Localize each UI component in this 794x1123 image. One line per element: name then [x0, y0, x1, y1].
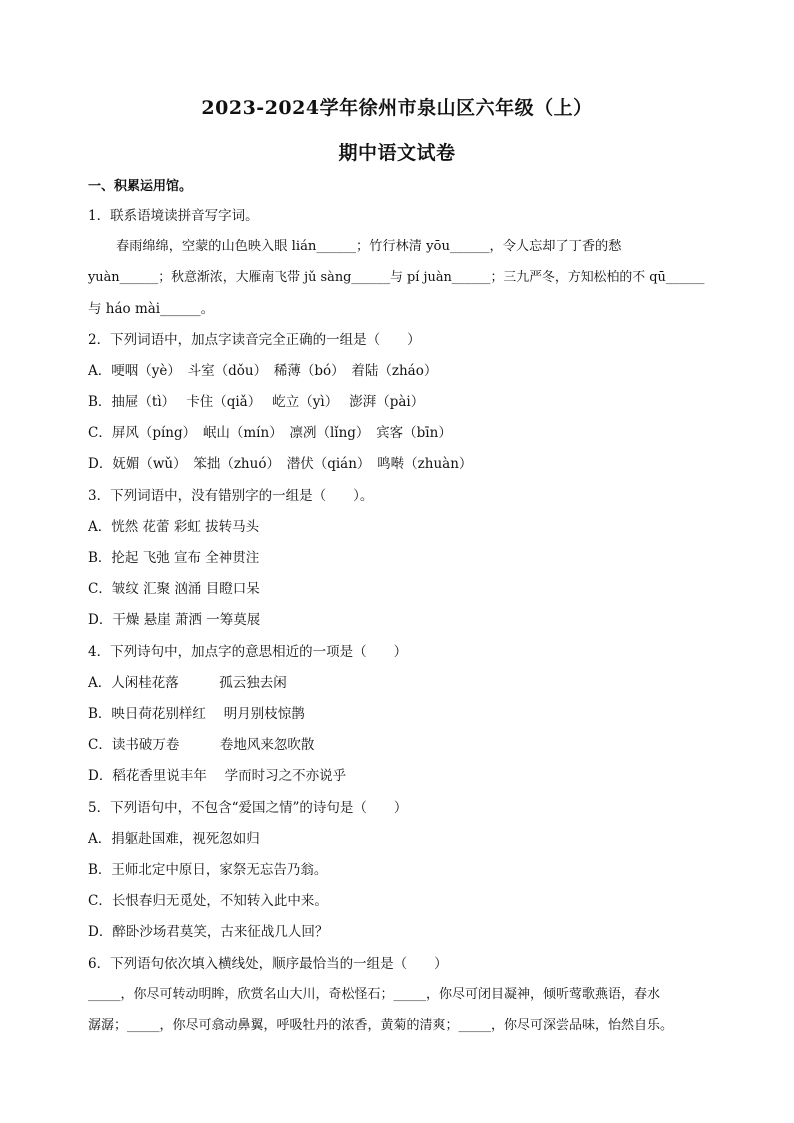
- q2-option-b: B．抽屉（tì） 卡住（qiǎ） 屹立（yì） 澎湃（pài）: [88, 394, 425, 410]
- q1-text-line3: 与 háo mài______。: [88, 301, 215, 317]
- exam-title-line2: 期中语文试卷: [338, 142, 456, 164]
- q2-stem: 2．下列词语中，加点字读音完全正确的一组是（ ）: [88, 332, 421, 348]
- q2-option-c: C．屏风（píng） 岷山（mín） 凛冽（lǐng） 宾客（bīn）: [88, 425, 452, 441]
- q3-option-a: A．恍然 花蕾 彩虹 拔转马头: [88, 519, 260, 535]
- q5-option-d: D．醉卧沙场君莫笑，古来征战几人回？: [88, 924, 329, 940]
- q5-option-b: B．王师北定中原日，家祭无忘告乃翁。: [88, 862, 328, 878]
- q4-option-d: D．稻花香里说丰年 学而时习之不亦说乎: [88, 768, 347, 784]
- q4-option-b: B．映日荷花别样红 明月别枝惊鹊: [88, 706, 305, 722]
- q3-option-b: B．抡起 飞弛 宣布 全神贯注: [88, 550, 260, 566]
- q3-option-c: C．皱纹 汇聚 汹涌 目瞪口呆: [88, 581, 260, 597]
- q3-stem: 3．下列词语中，没有错别字的一组是（ ）。: [88, 488, 374, 504]
- q4-option-a: A．人闲桂花落 孤云独去闲: [88, 675, 287, 691]
- q1-text-line1: 春雨绵绵，空蒙的山色映入眼 lián______；竹行林清 yōu______，令人忘却了丁香的愁: [116, 239, 622, 254]
- q2-option-d: D．妩媚（wǔ） 笨拙（zhuó） 潜伏（qián） 鸣啭（zhuàn）: [88, 456, 473, 472]
- exam-title-line1: 2023-2024学年徐州市泉山区六年级（上）: [201, 97, 593, 119]
- q6-text-line1: _____，你尽可转动明眸，欣赏名山大川，奇松怪石；_____，你尽可闭目凝神，倾听莺歌燕语，春水: [88, 987, 661, 1002]
- q5-stem: 5．下列语句中，不包含“爱国之情”的诗句是（ ）: [88, 800, 408, 816]
- q5-option-a: A．捐躯赴国难，视死忽如归: [88, 831, 260, 847]
- section-heading: 一、积累运用馆。: [88, 179, 193, 194]
- q4-stem: 4．下列诗句中，加点字的意思相近的一项是（ ）: [88, 644, 408, 660]
- q3-option-d: D．干燥 悬崖 萧洒 一筹莫展: [88, 612, 261, 628]
- q6-text-line2: 潺潺；_____，你尽可翕动鼻翼，呼吸牡丹的浓香，黄菊的清爽；_____，你尽可深尝品味，怡然自乐。: [88, 1018, 674, 1033]
- q6-stem: 6．下列语句依次填入横线处，顺序最恰当的一组是（ ）: [88, 956, 448, 972]
- q5-option-c: C．长恨春归无觅处，不知转入此中来。: [88, 893, 328, 909]
- q2-option-a: A．哽咽（yè） 斗室（dǒu） 稀薄（bó） 着陆（zháo）: [88, 363, 438, 379]
- q1-stem: 1．联系语境读拼音写字词。: [88, 208, 259, 224]
- q4-option-c: C．读书破万卷 卷地风来忽吹散: [88, 737, 315, 753]
- q1-text-line2: yuàn______；秋意渐浓，大雁南飞带 jǔ sàng______与 pí juàn______；三九严冬，方知松柏的不 qū______: [88, 270, 705, 285]
